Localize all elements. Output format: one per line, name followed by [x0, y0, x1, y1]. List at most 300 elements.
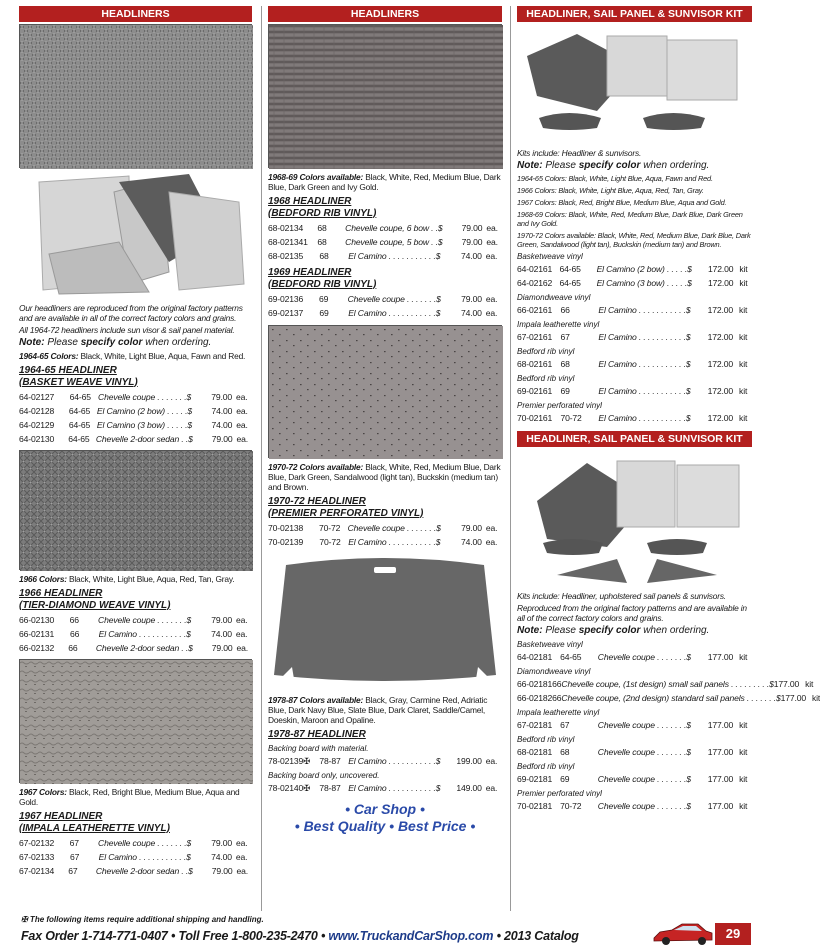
- note-end: when ordering.: [643, 625, 710, 636]
- price-row: [268, 235, 502, 249]
- vinyl-type-label: Bedford rib vinyl: [517, 374, 575, 383]
- shipping-footnote: ✠ The following items require additional shipping and handling.: [21, 915, 264, 924]
- unit: ea.: [236, 866, 248, 876]
- note-end: when ordering.: [145, 337, 212, 348]
- footer-catalog: • 2013 Catalog: [496, 929, 579, 943]
- unit: kit: [739, 278, 748, 288]
- color-list-1968-69: 1968-69 Colors: Black, White, Red, Medium Blue, Dark Blue, Dark Green and Ivy Gold.: [517, 210, 743, 228]
- unit: ea.: [236, 420, 248, 430]
- colors-list: Black, White, Red, Medium Blue, Dark Blue, Dark Green, Sandalwood (light tan), Buckskin (medium tan) and Brown.: [268, 462, 501, 492]
- reproduced-text: Reproduced from the original factory patterns and are available in all of the correct factory colors and grains.: [517, 603, 747, 623]
- part-number: 64-02128: [19, 406, 55, 416]
- price: 172.00: [707, 359, 734, 369]
- column-divider-2: [510, 6, 511, 911]
- description: El Camino (2 bow) . . . . .$: [596, 264, 692, 274]
- part-number: 64-02161: [517, 264, 553, 274]
- description: El Camino (2 bow) . . . . .$: [96, 406, 193, 416]
- price-table: [268, 521, 502, 549]
- unit: ea.: [485, 251, 498, 261]
- description: El Camino . . . . . . . . . . .$: [348, 755, 441, 766]
- year-range: 78-87: [319, 782, 341, 793]
- description: Chevelle coupe . . . . . . .$: [98, 615, 192, 625]
- unit: kit: [812, 693, 820, 703]
- colors-1978-87: [268, 695, 502, 725]
- price-row: [517, 772, 752, 786]
- part-number: 67-02134: [19, 866, 55, 876]
- price-row: [517, 357, 752, 371]
- part-number: 64-02162: [517, 278, 553, 288]
- price-row: [517, 262, 752, 276]
- unit: kit: [739, 720, 748, 730]
- year-range: 64-65: [68, 434, 90, 444]
- price: 79.00: [211, 392, 233, 402]
- bedford-rib-swatch-image: [268, 24, 502, 168]
- section-title-1978-87: [268, 729, 502, 741]
- leatherette-swatch-image: [19, 659, 252, 783]
- description: Chevelle coupe . . . . . . .$: [597, 774, 691, 784]
- footer-contact: [21, 929, 579, 943]
- vinyl-type-label: Diamondweave vinyl: [517, 293, 591, 302]
- price-row: [268, 221, 502, 235]
- unit: kit: [739, 359, 748, 369]
- description: Chevelle 2-door sedan . .$: [95, 434, 193, 444]
- vinyl-type-label: Basketweave vinyl: [517, 640, 583, 649]
- vinyl-type-label: Premier perforated vinyl: [517, 401, 602, 410]
- description: Chevelle coupe, 5 bow . .$: [345, 237, 443, 247]
- colors-1964-65: [19, 351, 252, 361]
- price: 177.00: [707, 747, 734, 757]
- unit: ea.: [485, 523, 498, 533]
- color-list-1967: 1967 Colors: Black, Red, Bright Blue, Medium Blue, Aqua and Gold.: [517, 198, 727, 207]
- backing-board-image: [268, 555, 502, 691]
- price-row: [19, 390, 252, 404]
- part-number: 64-02130: [19, 434, 55, 444]
- column-kits: [517, 6, 820, 813]
- colors-list: Black, White, Red, Medium Blue, Dark Blue, Dark Green and Ivy Gold.: [268, 172, 501, 192]
- page-number: 29: [715, 923, 751, 945]
- section-title-line1: 1966 HEADLINER: [19, 588, 103, 599]
- unit: ea.: [235, 852, 248, 862]
- unit: kit: [739, 801, 748, 811]
- part-number: 66-02161: [517, 305, 553, 315]
- price-row: [517, 799, 752, 813]
- vinyl-type-label: Diamondweave vinyl: [517, 667, 591, 676]
- description: El Camino . . . . . . . . . . .$: [598, 386, 691, 396]
- year-range: 68: [560, 359, 570, 369]
- kit-price-groups: [517, 640, 820, 813]
- price-row: [517, 745, 752, 759]
- price-row: [517, 691, 820, 705]
- footer-website-link[interactable]: www.TruckandCarShop.com: [328, 929, 494, 943]
- price-table: [19, 390, 252, 446]
- year-range: 64-65: [559, 264, 581, 274]
- price: 79.00: [211, 643, 233, 653]
- year-range: 64-65: [560, 652, 582, 662]
- colors-list: Black, Gray, Carmine Red, Adriatic Blue, Dark Navy Blue, Slate Blue, Dark Claret, Saddle/Camel, Doeskin, Maroon and Opaline.: [268, 695, 488, 725]
- colors-list: Black, White, Light Blue, Aqua, Red, Tan, Gray.: [69, 574, 235, 584]
- sub-label: Backing board only, uncovered.: [268, 770, 380, 780]
- description: El Camino . . . . . . . . . . .$: [598, 413, 691, 423]
- price: 199.00: [456, 755, 482, 766]
- price: 149.00: [456, 782, 482, 793]
- section-title-line1: 1970-72 HEADLINER: [268, 496, 366, 507]
- price: 74.00: [211, 852, 232, 862]
- price: 177.00: [773, 679, 800, 689]
- price: 79.00: [461, 523, 482, 533]
- column-divider-1: [261, 6, 262, 911]
- part-number: 66-02132: [19, 643, 55, 653]
- price-row: [19, 418, 252, 432]
- note-label: Note:: [19, 337, 45, 348]
- unit: kit: [739, 774, 748, 784]
- price-row: [517, 384, 752, 398]
- unit: kit: [739, 652, 748, 662]
- price-row: [268, 292, 502, 306]
- unit: kit: [739, 305, 748, 315]
- description: El Camino . . . . . . . . . . .$: [98, 629, 191, 639]
- part-number: 66-02131: [19, 629, 55, 639]
- vinyl-type-label: Bedford rib vinyl: [517, 762, 575, 771]
- price-row: [517, 330, 752, 344]
- description: El Camino . . . . . . . . . . .$: [598, 359, 691, 369]
- description: Chevelle coupe . . . . . . .$: [597, 720, 691, 730]
- description: Chevelle coupe, 6 bow . .$: [345, 223, 443, 233]
- part-number: 64-02129: [19, 420, 55, 430]
- year-range: 68: [317, 237, 327, 247]
- colors-label: 1970-72 Colors available:: [268, 462, 364, 472]
- description: Chevelle 2-door sedan . .$: [95, 643, 193, 653]
- part-number: 66-02181: [517, 679, 553, 689]
- note-label: Note:: [517, 160, 543, 171]
- unit: ea.: [485, 308, 498, 318]
- unit: ea.: [236, 838, 248, 848]
- column-headliners-1: [19, 6, 252, 878]
- year-range: 66: [69, 629, 80, 639]
- kit-image-2: [517, 451, 752, 591]
- section-title-1964-65: [19, 365, 252, 388]
- price: 74.00: [211, 420, 233, 430]
- colors-1966: [19, 574, 252, 584]
- price-row: [19, 627, 252, 641]
- vinyl-type-label: Bedford rib vinyl: [517, 735, 575, 744]
- color-note: [517, 160, 752, 172]
- price-row: [268, 781, 502, 795]
- intro-text: Our headliners are reproduced from the original factory patterns and are available in all of the correct factory colors and grains.: [19, 303, 243, 323]
- colors-label: 1968-69 Colors available:: [268, 172, 364, 182]
- price: 172.00: [707, 332, 734, 342]
- colors-label: 1966 Colors:: [19, 574, 67, 584]
- part-number: 64-02181: [517, 652, 553, 662]
- price-row: [517, 718, 752, 732]
- part-number: 69-02136: [268, 294, 304, 304]
- description: Chevelle coupe . . . . . . .$: [597, 747, 691, 757]
- year-range: 66: [69, 615, 79, 625]
- price-row: [19, 432, 252, 446]
- price: 74.00: [461, 537, 482, 547]
- part-number: 66-02130: [19, 615, 55, 625]
- price-row: [19, 850, 252, 864]
- year-range: 70-72: [560, 413, 582, 423]
- price-row: [268, 249, 502, 263]
- colors-label: 1964-65 Colors:: [19, 351, 79, 361]
- column-headliners-2: [268, 6, 502, 835]
- price-row: [19, 641, 252, 655]
- part-number: 66-02182: [517, 693, 553, 703]
- price: 177.00: [707, 652, 734, 662]
- price: 172.00: [707, 413, 734, 423]
- intro-note: All 1964-72 headliners include sun visor & sail panel material.: [19, 325, 235, 335]
- part-number: 69-02181: [517, 774, 553, 784]
- part-number: 68-02161: [517, 359, 553, 369]
- part-number: 67-02132: [19, 838, 55, 848]
- colors-label: 1967 Colors:: [19, 787, 67, 797]
- part-number: 67-02181: [517, 720, 553, 730]
- price: 172.00: [707, 278, 734, 288]
- vinyl-type-label: Impala leatherette vinyl: [517, 320, 600, 329]
- section-header: HEADLINER, SAIL PANEL & SUNVISOR KIT: [517, 6, 752, 22]
- unit: kit: [739, 386, 748, 396]
- unit: kit: [739, 413, 748, 423]
- unit: kit: [739, 747, 748, 757]
- price-table: [268, 292, 502, 320]
- section-title-1968: [268, 196, 502, 219]
- price: 74.00: [461, 251, 482, 261]
- price-row: [268, 521, 502, 535]
- price-table: [19, 836, 252, 878]
- sub-label: Backing board with material.: [268, 743, 369, 753]
- section-title-line1: 1969 HEADLINER: [268, 267, 352, 278]
- price: 74.00: [211, 629, 232, 639]
- price-row: [19, 404, 252, 418]
- unit: kit: [805, 679, 814, 689]
- note-bold: specify color: [578, 160, 641, 171]
- price: 74.00: [461, 308, 482, 318]
- description: Chevelle coupe, (2nd design) standard sail panels . . . . . . .$: [561, 693, 781, 703]
- part-number: 68-02181: [517, 747, 553, 757]
- color-note: [517, 625, 752, 637]
- year-range: 68: [317, 223, 327, 233]
- part-number: 69-02161: [517, 386, 553, 396]
- description: El Camino . . . . . . . . . . .$: [348, 782, 441, 793]
- price-table: [268, 754, 502, 768]
- part-number: 68-021341: [268, 237, 308, 247]
- color-note: [19, 337, 252, 349]
- description: Chevelle coupe . . . . . . .$: [98, 392, 192, 402]
- year-range: 69: [319, 294, 329, 304]
- section-title-line1: 1978-87 HEADLINER: [268, 729, 366, 740]
- part-number: 67-02161: [517, 332, 553, 342]
- price-table: [268, 221, 502, 263]
- price: 172.00: [707, 305, 734, 315]
- year-range: 66: [560, 305, 570, 315]
- section-title-line2: (BEDFORD RIB VINYL): [268, 207, 377, 219]
- section-title-1967: [19, 811, 252, 834]
- diamond-weave-swatch-image: [19, 450, 252, 570]
- section-header: HEADLINER, SAIL PANEL & SUNVISOR KIT: [517, 431, 752, 447]
- price: 177.00: [707, 720, 734, 730]
- section-title-line1: 1967 HEADLINER: [19, 811, 103, 822]
- year-range: 78-87: [319, 755, 341, 766]
- red-car-icon: [652, 920, 714, 946]
- part-number: 67-02133: [19, 852, 55, 862]
- part-number: 68-02134: [268, 223, 304, 233]
- kit-includes: Kits include: Headliner, upholstered sail panels & sunvisors.: [517, 591, 726, 601]
- price-row: [19, 836, 252, 850]
- section-header: HEADLINERS: [19, 6, 252, 22]
- description: Chevelle coupe . . . . . . .$: [597, 652, 691, 662]
- price: 74.00: [211, 406, 233, 416]
- kit-image-1: [517, 26, 752, 146]
- colors-list: Black, White, Light Blue, Aqua, Fawn and Red.: [80, 351, 246, 361]
- unit: ea.: [485, 782, 498, 793]
- unit: ea.: [486, 237, 498, 247]
- unit: ea.: [236, 615, 248, 625]
- year-range: 68: [319, 251, 329, 261]
- vinyl-type-label: Premier perforated vinyl: [517, 789, 602, 798]
- colors-1970-72: [268, 462, 502, 492]
- price: 172.00: [707, 264, 734, 274]
- unit: ea.: [236, 643, 248, 653]
- unit: ea.: [485, 755, 498, 766]
- unit: ea.: [485, 294, 498, 304]
- promo-car-shop: • Car Shop •: [345, 800, 425, 817]
- section-header: HEADLINERS: [268, 6, 502, 22]
- price-row: [268, 535, 502, 549]
- year-range: 69: [560, 774, 570, 784]
- year-range: 69: [560, 386, 570, 396]
- year-range: 70-72: [319, 537, 341, 547]
- unit: ea.: [236, 392, 248, 402]
- year-range: 66: [552, 679, 562, 689]
- year-range: 69: [319, 308, 329, 318]
- price-table: [268, 781, 502, 795]
- price: 79.00: [211, 615, 233, 625]
- description: El Camino . . . . . . . . . . .$: [348, 251, 441, 261]
- year-range: 67: [560, 720, 570, 730]
- section-title-1969: [268, 267, 502, 290]
- unit: kit: [739, 264, 748, 274]
- price-row: [268, 754, 502, 768]
- description: Chevelle coupe . . . . . . .$: [597, 801, 691, 811]
- note-please: Please: [545, 160, 576, 171]
- note-bold: specify color: [578, 625, 641, 636]
- color-list-1970-72: 1970-72 Colors available: Black, White, Red, Medium Blue, Dark Blue, Dark Green, Sandalwood (light tan), Buckskin (medium tan) and Brown.: [517, 231, 751, 249]
- description: El Camino . . . . . . . . . . .$: [98, 852, 191, 862]
- part-number: 68-02135: [268, 251, 304, 261]
- vinyl-type-label: Basketweave vinyl: [517, 252, 583, 261]
- unit: ea.: [485, 537, 498, 547]
- part-number: 70-02139: [268, 537, 304, 547]
- year-range: 67: [69, 838, 79, 848]
- year-range: 64-65: [69, 392, 91, 402]
- part-number: 64-02127: [19, 392, 55, 402]
- price: 79.00: [461, 294, 482, 304]
- description: El Camino . . . . . . . . . . .$: [348, 308, 441, 318]
- price-row: [517, 677, 814, 691]
- year-range: 64-65: [559, 278, 581, 288]
- unit: kit: [739, 332, 748, 342]
- price: 177.00: [707, 801, 734, 811]
- part-number: 69-02137: [268, 308, 304, 318]
- headliner-kit-image: [19, 172, 252, 297]
- part-number: 70-02138: [268, 523, 304, 533]
- price: 79.00: [211, 434, 233, 444]
- section-title-line1: 1964-65 HEADLINER: [19, 365, 117, 376]
- price: 79.00: [461, 223, 483, 233]
- promo-quality-price: • Best Quality • Best Price •: [294, 817, 476, 834]
- part-number: 78-02140✠: [268, 782, 311, 793]
- price-row: [19, 864, 252, 878]
- note-bold: specify color: [80, 337, 143, 348]
- price-row: [19, 613, 252, 627]
- colors-1968-69: [268, 172, 502, 192]
- description: Chevelle coupe, (1st design) small sail panels . . . . . . . . .$: [561, 679, 774, 689]
- section-title-1970-72: [268, 496, 502, 519]
- section-title-line1: 1968 HEADLINER: [268, 196, 352, 207]
- price-table: [19, 613, 252, 655]
- color-list-1966: 1966 Colors: Black, White, Light Blue, Aqua, Red, Tan, Gray.: [517, 186, 704, 195]
- price: 172.00: [707, 386, 734, 396]
- unit: ea.: [236, 434, 248, 444]
- footer-phone: Fax Order 1-714-771-0407 • Toll Free 1-800-235-2470 •: [21, 929, 326, 943]
- year-range: 70-72: [319, 523, 341, 533]
- basket-weave-swatch-image: [19, 24, 252, 168]
- description: El Camino . . . . . . . . . . .$: [598, 305, 691, 315]
- note-label: Note:: [517, 625, 543, 636]
- vinyl-type-label: Bedford rib vinyl: [517, 347, 575, 356]
- color-list-1964-65: 1964-65 Colors: Black, White, Light Blue, Aqua, Fawn and Red.: [517, 174, 713, 183]
- part-number: 70-02161: [517, 413, 553, 423]
- unit: ea.: [236, 406, 248, 416]
- section-title-line2: (PREMIER PERFORATED VINYL): [268, 507, 424, 519]
- price-row: [517, 411, 752, 425]
- price: 177.00: [707, 774, 734, 784]
- description: Chevelle 2-door sedan . .$: [95, 866, 193, 876]
- price-row: [517, 276, 752, 290]
- price: 79.00: [211, 866, 233, 876]
- kit-includes: Kits include: Headliner & sunvisors.: [517, 148, 642, 158]
- year-range: 64-65: [68, 420, 91, 430]
- price-row: [517, 303, 752, 317]
- year-range: 66: [68, 643, 78, 653]
- year-range: 70-72: [560, 801, 582, 811]
- description: Chevelle coupe . . . . . . .$: [98, 838, 192, 848]
- year-range: 68: [560, 747, 570, 757]
- part-number: 70-02181: [517, 801, 553, 811]
- price: 79.00: [461, 237, 483, 247]
- year-range: 67: [69, 852, 80, 862]
- price: 177.00: [780, 693, 807, 703]
- colors-list: Black, Red, Bright Blue, Medium Blue, Aqua and Gold.: [19, 787, 240, 807]
- unit: ea.: [235, 629, 248, 639]
- description: Chevelle coupe . . . . . . .$: [347, 294, 441, 304]
- description: El Camino . . . . . . . . . . .$: [598, 332, 691, 342]
- year-range: 66: [552, 693, 562, 703]
- section-title-line2: (BEDFORD RIB VINYL): [268, 278, 377, 290]
- year-range: 64-65: [68, 406, 91, 416]
- section-title-line2: (BASKET WEAVE VINYL): [19, 376, 138, 388]
- section-title-line2: (IMPALA LEATHERETTE VINYL): [19, 822, 170, 834]
- year-range: 67: [560, 332, 570, 342]
- part-number: 78-02139✠: [268, 755, 311, 766]
- year-range: 67: [68, 866, 78, 876]
- description: El Camino . . . . . . . . . . .$: [348, 537, 441, 547]
- note-please: Please: [545, 625, 576, 636]
- note-please: Please: [47, 337, 78, 348]
- unit: ea.: [486, 223, 498, 233]
- section-title-line2: (TIER-DIAMOND WEAVE VINYL): [19, 599, 171, 611]
- description: El Camino (3 bow) . . . . .$: [596, 278, 692, 288]
